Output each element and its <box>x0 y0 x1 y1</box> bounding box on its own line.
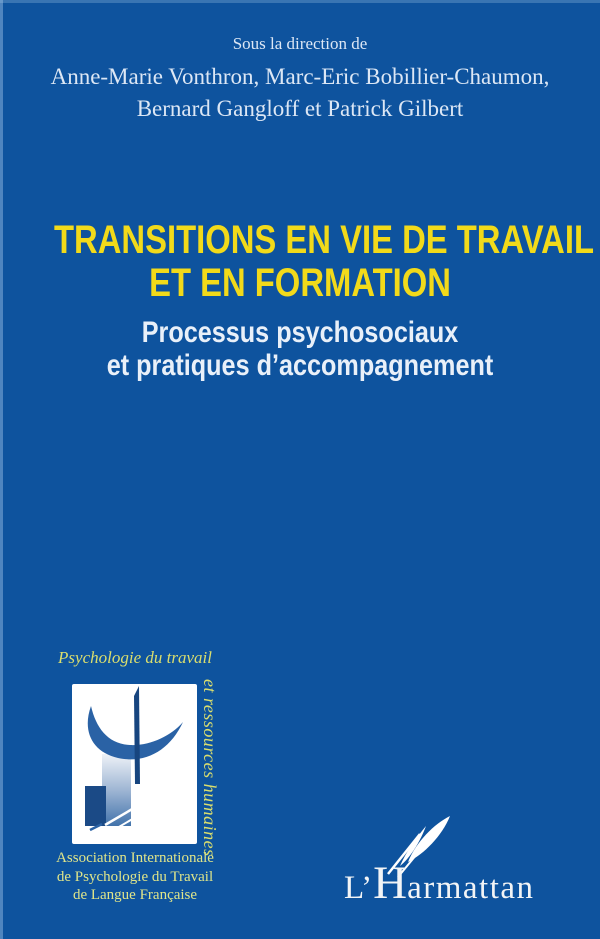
subtitle-line-2: et pratiques d’accompagnement <box>106 349 494 382</box>
authors-heading: Sous la direction de <box>232 34 368 53</box>
authors-line-1: Anne-Marie Vonthron, Marc-Eric Bobillier-Chaumon, <box>50 64 550 89</box>
book-subtitle <box>0 316 600 382</box>
logo-dark-bar <box>85 786 106 826</box>
association-line-1: Association Internationale <box>56 850 214 866</box>
logo-needle <box>134 686 140 784</box>
psi-logo-icon <box>72 684 197 844</box>
publisher-name-rest: armattan <box>407 870 535 906</box>
series-name-side: et ressources humaines <box>200 679 220 857</box>
association-block <box>25 849 245 905</box>
publisher-name-l: L’ <box>344 870 373 906</box>
book-title <box>0 219 600 305</box>
aiptlf-psi-logo <box>72 684 197 844</box>
title-block <box>0 219 600 382</box>
publisher-name-h: H <box>373 857 408 909</box>
association-line-2: de Psychologie du Travail <box>56 868 214 885</box>
association-line-3: de Langue Française <box>72 887 198 903</box>
authors-line-2: Bernard Gangloff et Patrick Gilbert <box>136 96 464 121</box>
authors-block <box>0 34 600 125</box>
cover-left-edge-highlight <box>0 0 3 939</box>
publisher-logo <box>340 814 580 926</box>
title-line-2: ET EN FORMATION <box>149 261 451 305</box>
logo-gradient-column <box>102 754 131 826</box>
title-line-1: TRANSITIONS EN VIE DE TRAVAIL <box>54 218 595 262</box>
publisher-name <box>344 856 535 910</box>
cover-top-edge-highlight <box>0 0 600 3</box>
series-name-top: Psychologie du travail <box>58 648 212 667</box>
subtitle-line-1: Processus psychosociaux <box>141 316 459 349</box>
